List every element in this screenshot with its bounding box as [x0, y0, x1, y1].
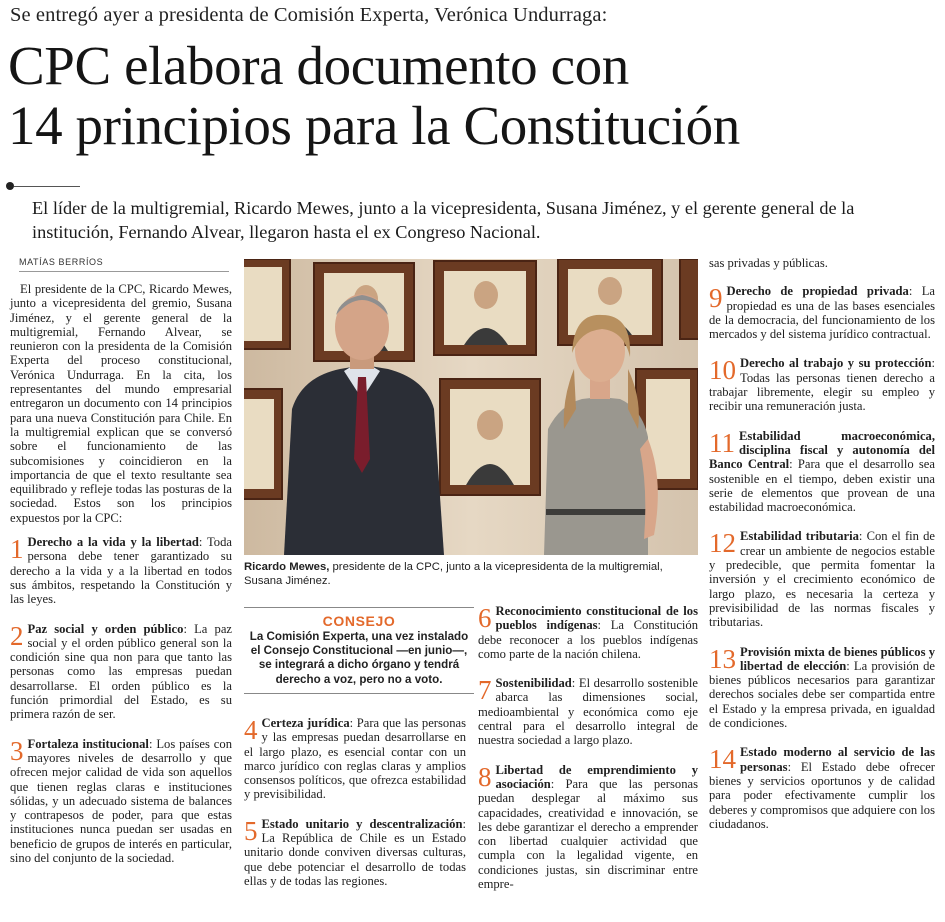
- column-3: [709, 256, 935, 846]
- principle-number: 7: [478, 675, 492, 706]
- continuation-text: sas privadas y públicas.: [709, 256, 828, 270]
- principle-number: 9: [709, 283, 723, 314]
- principle-text: Para que las personas y las empresas puedan desarrollarse en el largo plazo, es esencial contar con un marco jurídico con reglas claras y amplios consensos políticos, que ofrezca estabilidad y previsibilidad.: [244, 716, 466, 802]
- principle-number: 10: [709, 355, 736, 386]
- principle-9: [709, 284, 935, 341]
- headline-line-1: CPC elabora documento con: [8, 35, 629, 96]
- principle-12: [709, 529, 935, 629]
- caption-name: Ricardo Mewes,: [244, 561, 330, 573]
- principle-6: [478, 604, 698, 661]
- principle-title: Fortaleza institucional: [27, 736, 149, 751]
- principle-sep: :: [846, 658, 850, 673]
- principle-10: [709, 356, 935, 413]
- deck: El líder de la multigremial, Ricardo Mewes, junto a la vicepresidenta, Susana Jiménez, y el gerente general de la institución, Fernando Alvear, llegaron hasta el ex Congreso Nacional.: [32, 198, 855, 242]
- headline-line-2: 14 principios para la Constitución: [8, 95, 740, 156]
- principle-title: Estado unitario y descentralización: [261, 816, 463, 831]
- principle-number: 13: [709, 643, 736, 674]
- principle-text: Toda persona debe tener garantizado su derecho a la vida y a la libertad en todos sus ámbitos, respetando la Constitución y las leyes.: [10, 535, 232, 607]
- caption-text: presidente de la CPC, junto a la vicepresidenta de la multigremial, Susana Jiménez.: [244, 561, 663, 587]
- principle-1: [10, 535, 232, 606]
- principle-4: [244, 716, 466, 802]
- principle-number: 4: [244, 715, 258, 745]
- principle-number: 1: [10, 534, 24, 565]
- principle-sep: :: [571, 676, 576, 691]
- principle-title: Estabilidad macroeconómica, disciplina fiscal y autonomía del Banco Central: [709, 428, 935, 472]
- byline-rule: [19, 271, 229, 272]
- principle-sep: :: [858, 529, 863, 544]
- column-2b: [478, 604, 698, 906]
- principle-title: Derecho de propiedad privada: [726, 284, 909, 299]
- byline: MATÍAS BERRÍOS: [19, 257, 104, 267]
- principle-3: [10, 737, 232, 866]
- principle-sep: :: [787, 759, 792, 774]
- consejo-top-rule: [244, 607, 474, 608]
- principle-text: El desarrollo sostenible abarca las dimensiones social, medioambiental y económica como eje central para el desarrollo integral de nuestra sociedad a largo plazo.: [478, 676, 698, 748]
- principle-text: Todas las personas tienen derecho a trabajar libremente, elegir su empleo y recibir una remuneración justa.: [709, 370, 935, 414]
- principle-text: Los países con mayores niveles de desarrollo y que ofrecen mejor calidad de vida son aquellos que tienen reglas claras e instituciones sólidas, y un adecuado sistema de balances y contrapesos de poder, para que estas instituciones nunca puedan ser usadas en beneficio de grupos de interés en particular, sino del conjunto de la sociedad.: [10, 736, 232, 865]
- consejo-title: CONSEJO: [322, 613, 396, 629]
- principle-text: La paz social y el orden público general son la condición sine qua non para que tanto las personas como las empresas puedan desarrollarse. El orden público es la función primordial del Estado, es su primera razón de ser.: [10, 621, 232, 722]
- principle-title: Reconocimiento constitucional de los pueblos indígenas: [495, 604, 698, 633]
- principle-8: [478, 763, 698, 892]
- principle-text: Para que las personas puedan desplegar al máximo sus capacidades, creatividad e innovación, se les debe garantizar el derecho a emprender con libertad cualquier actividad que cumpla con la legalidad vigente, en condiciones justas, sin discriminar entre empre-: [478, 776, 698, 892]
- principle-title: Paz social y orden público: [27, 621, 184, 636]
- consejo-box: [244, 607, 474, 694]
- principle-sep: :: [462, 816, 466, 831]
- principle-number: 2: [10, 620, 24, 651]
- principle-text: La provisión de bienes públicos necesarios para garantizar derechos sociales debe ser compartida entre el Estado y la empresa privada, en igualdad de condiciones.: [709, 658, 935, 731]
- principle-text: Para que el desarrollo sea sostenible en el tiempo, deben existir una serie de elementos que provean de una estabilidad macroeconómica.: [709, 457, 935, 515]
- principle-number: 5: [244, 815, 258, 846]
- principle-number: 11: [709, 427, 735, 458]
- principle-11: [709, 429, 935, 515]
- consejo-bottom-rule: [244, 693, 474, 694]
- principle-sep: :: [597, 618, 602, 633]
- principle-number: 12: [709, 528, 736, 559]
- principle-7: [478, 676, 698, 747]
- principle-title: Estado moderno al servicio de las personas: [740, 745, 935, 774]
- principle-title: Sostenibilidad: [495, 676, 572, 691]
- principle-number: 6: [478, 603, 492, 633]
- principle-text: La Constitución debe reconocer a los pueblos indígenas como parte de la nación chilena.: [478, 618, 698, 661]
- headline: [8, 36, 938, 156]
- column-2: [244, 716, 466, 903]
- principle-sep: :: [198, 535, 203, 550]
- principle-title: Provisión mixta de bienes públicos y libertad de elección: [740, 644, 935, 673]
- photo: [244, 259, 698, 555]
- principle-title: Certeza jurídica: [261, 716, 350, 730]
- consejo-text: La Comisión Experta, una vez instalado el Consejo Constitucional —en junio—, se integrará a dicho órgano y tendrá derecho a voz, pero no a voto.: [249, 630, 469, 686]
- principle-text: La propiedad es una de las bases esenciales de la democracia, del funcionamiento de los mercados y del sistema jurídico contractual.: [709, 284, 935, 342]
- principle-sep: :: [550, 776, 555, 791]
- kicker: Se entregó ayer a presidenta de Comisión Experta, Verónica Undurraga:: [10, 4, 608, 26]
- principle-sep: :: [908, 284, 913, 299]
- principle-text: La República de Chile es un Estado unitario donde conviven diversas culturas, que debe potenciar el desarrollo de todas ellas y de todas las regiones.: [244, 831, 466, 888]
- intro-paragraph: El presidente de la CPC, Ricardo Mewes, junto a vicepresidenta del gremio, Susana Jiménez, y el gerente general de la multigremial, Fernando Alvear, se reunieron con la presidenta de la Comisión Experta del proceso constitucional, Verónica Undurraga. En la cita, los representantes del mundo empresarial entregaron un documento con 14 principios para una nueva Constitución para Chile. En la multigremial explican que se conversó sobre el funcionamiento de las subcomisiones y coincidieron en la importancia de que el texto resultante sea equilibrado y refleje todas las posturas de la sociedad. Estos son los principios expuestos por la CPC:: [10, 282, 232, 525]
- principle-2: [10, 622, 232, 722]
- principle-sep: :: [183, 621, 187, 636]
- column-1: [10, 282, 232, 880]
- principle-sep: :: [789, 457, 793, 472]
- principle-text: El Estado debe ofrecer bienes y servicios oportunos y de calidad para poder efectivamente cumplir los deberes y compromisos que adquiere con los ciudadanos.: [709, 759, 935, 831]
- principle-sep: :: [349, 716, 354, 730]
- principle-title: Derecho a la vida y la libertad: [27, 535, 199, 550]
- principle-text: Con el fin de crear un ambiente de negocios estable y predecible, que permita fomentar la inversión y el crecimiento económico de largo plazo, es necesaria la certeza y previsibilidad de las normas fiscales y tributarias.: [709, 529, 935, 630]
- principle-title: Libertad de emprendimiento y asociación: [495, 762, 698, 791]
- principle-13: [709, 645, 935, 731]
- photo-caption: [244, 560, 698, 588]
- deck-bullet: [6, 182, 14, 190]
- principle-number: 8: [478, 761, 492, 792]
- principle-number: 14: [709, 744, 736, 775]
- principle-sep: :: [931, 356, 935, 371]
- principle-number: 3: [10, 735, 24, 766]
- principle-title: Estabilidad tributaria: [740, 529, 859, 544]
- deck-rule: [14, 186, 80, 187]
- principle-sep: :: [148, 736, 153, 751]
- principle-5: [244, 817, 466, 888]
- principle-14: [709, 745, 935, 831]
- principle-title: Derecho al trabajo y su protección: [740, 356, 932, 371]
- photo-illustration: [244, 259, 698, 555]
